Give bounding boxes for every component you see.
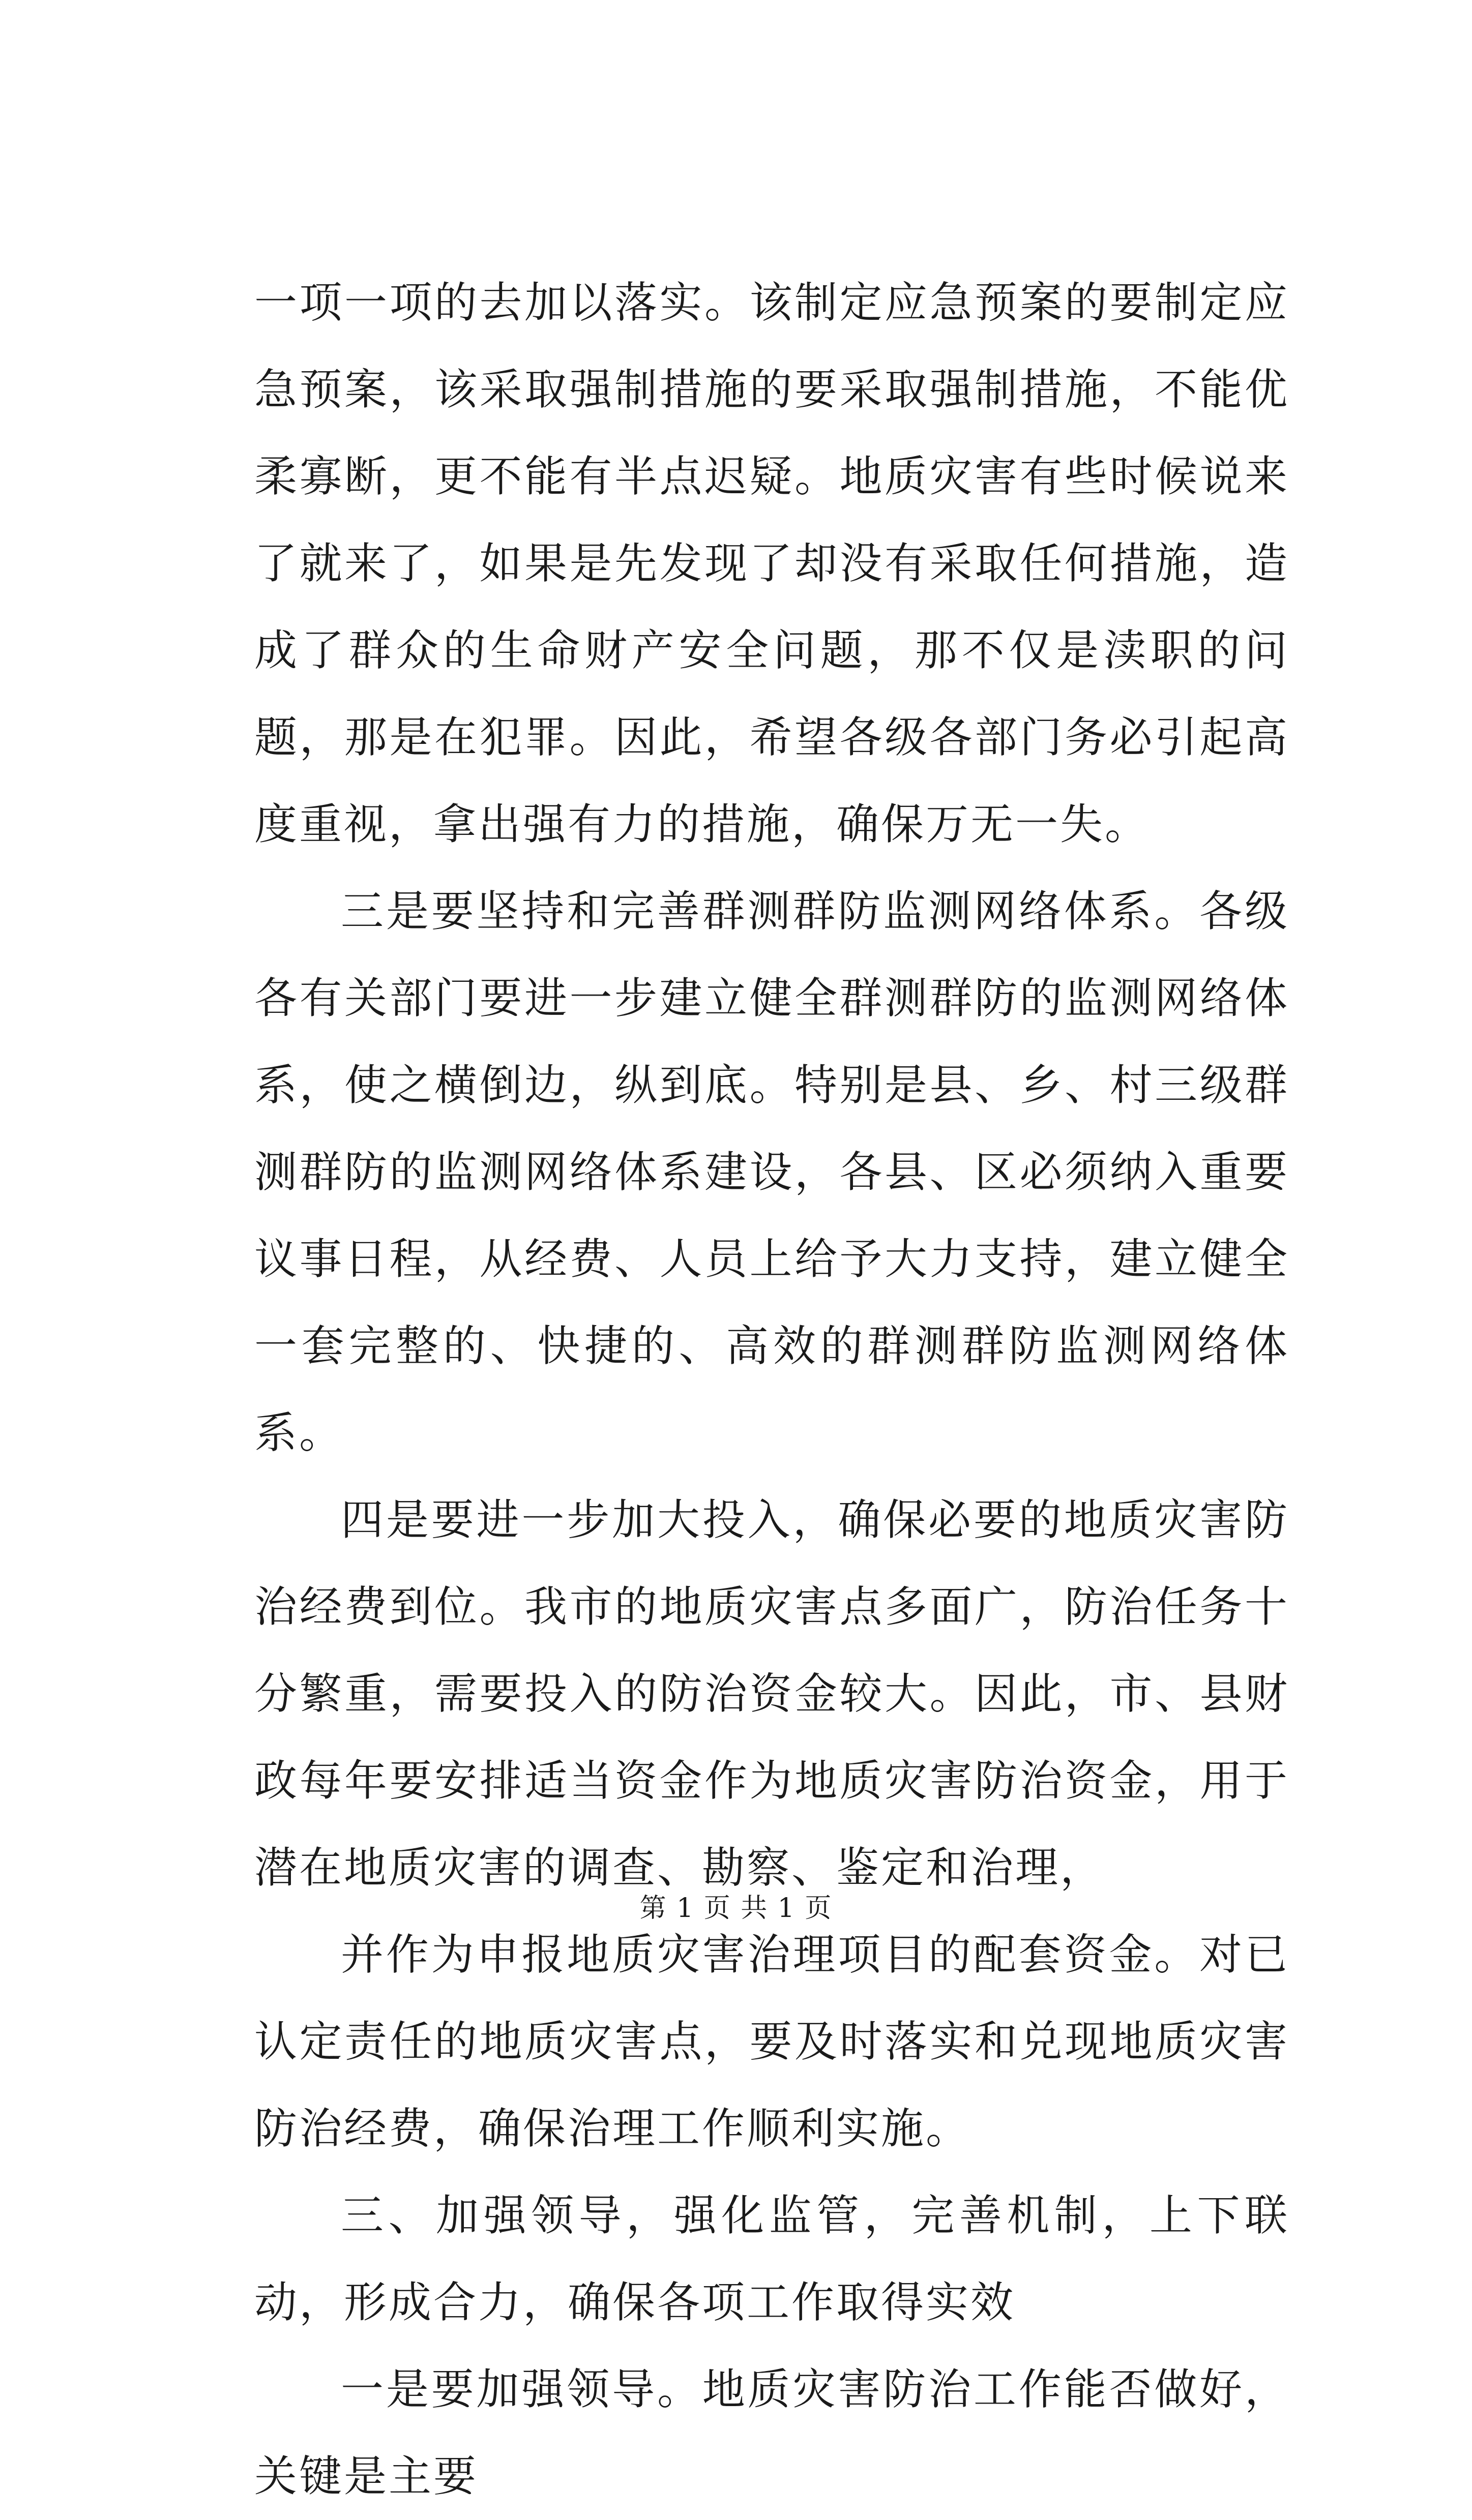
paragraph-strengthen-leadership: 一是要加强领导。地质灾害防治工作能否做好，关键是主要 [254,2364,1289,2501]
paragraph-continuation: 一项一项的去加以落实。该制定应急预案的要制定应急预案，该采取强制措施的要采取强制措施，不能优柔寡断，更不能有半点迟疑。地质灾害有些时候说来了就来了，如果是先发现了却没有采取任何措施，造成了群众的生命财产安全问题，那不仅是渎职的问题，那是在犯罪。因此，希望各级各部门务必引起高度重视，拿出强有力的措施，确保万无一失。 [254,278,1289,849]
document-body [254,259,1289,2520]
page-footer: 第 1 页 共 1 页 [639,1893,833,1924]
section-heading-leadership: 三、加强领导，强化监管，完善机制，上下联动，形成合力，确保各项工作取得实效 [254,2191,1289,2327]
paragraph-monitoring-network: 三是要坚持和完善群测群防监测网络体系。各级各有关部门要进一步建立健全群测群防的监测网络体系，使之横倒边，纵到底。特别是县、乡、村三级群测群防的监测网络体系建设，各县、区必须纳入重要议事日程，从经费、人员上给予大力支持，建立健全一套完整的、快捷的、高效的群测群防监测网络体系。 [254,886,1289,1458]
paragraph-funding-investment: 四是要进一步加大投入，确保必要的地质灾害防治经费到位。我市的地质灾害点多面广，防治任务十分繁重，需要投入的防治资金较大。因此，市、县财政每年要安排适当资金作为地质灾害防治资金，用于潜在地质灾害的调查、勘察、鉴定和治理， [254,1495,1289,1893]
paragraph-matching-funds: 并作为申报地质灾害治理项目的配套资金。对已认定责任的地质灾害点，要及时落实和兑现地质灾害防治经费，确保治理工作顺利实施。 [254,1930,1289,2153]
